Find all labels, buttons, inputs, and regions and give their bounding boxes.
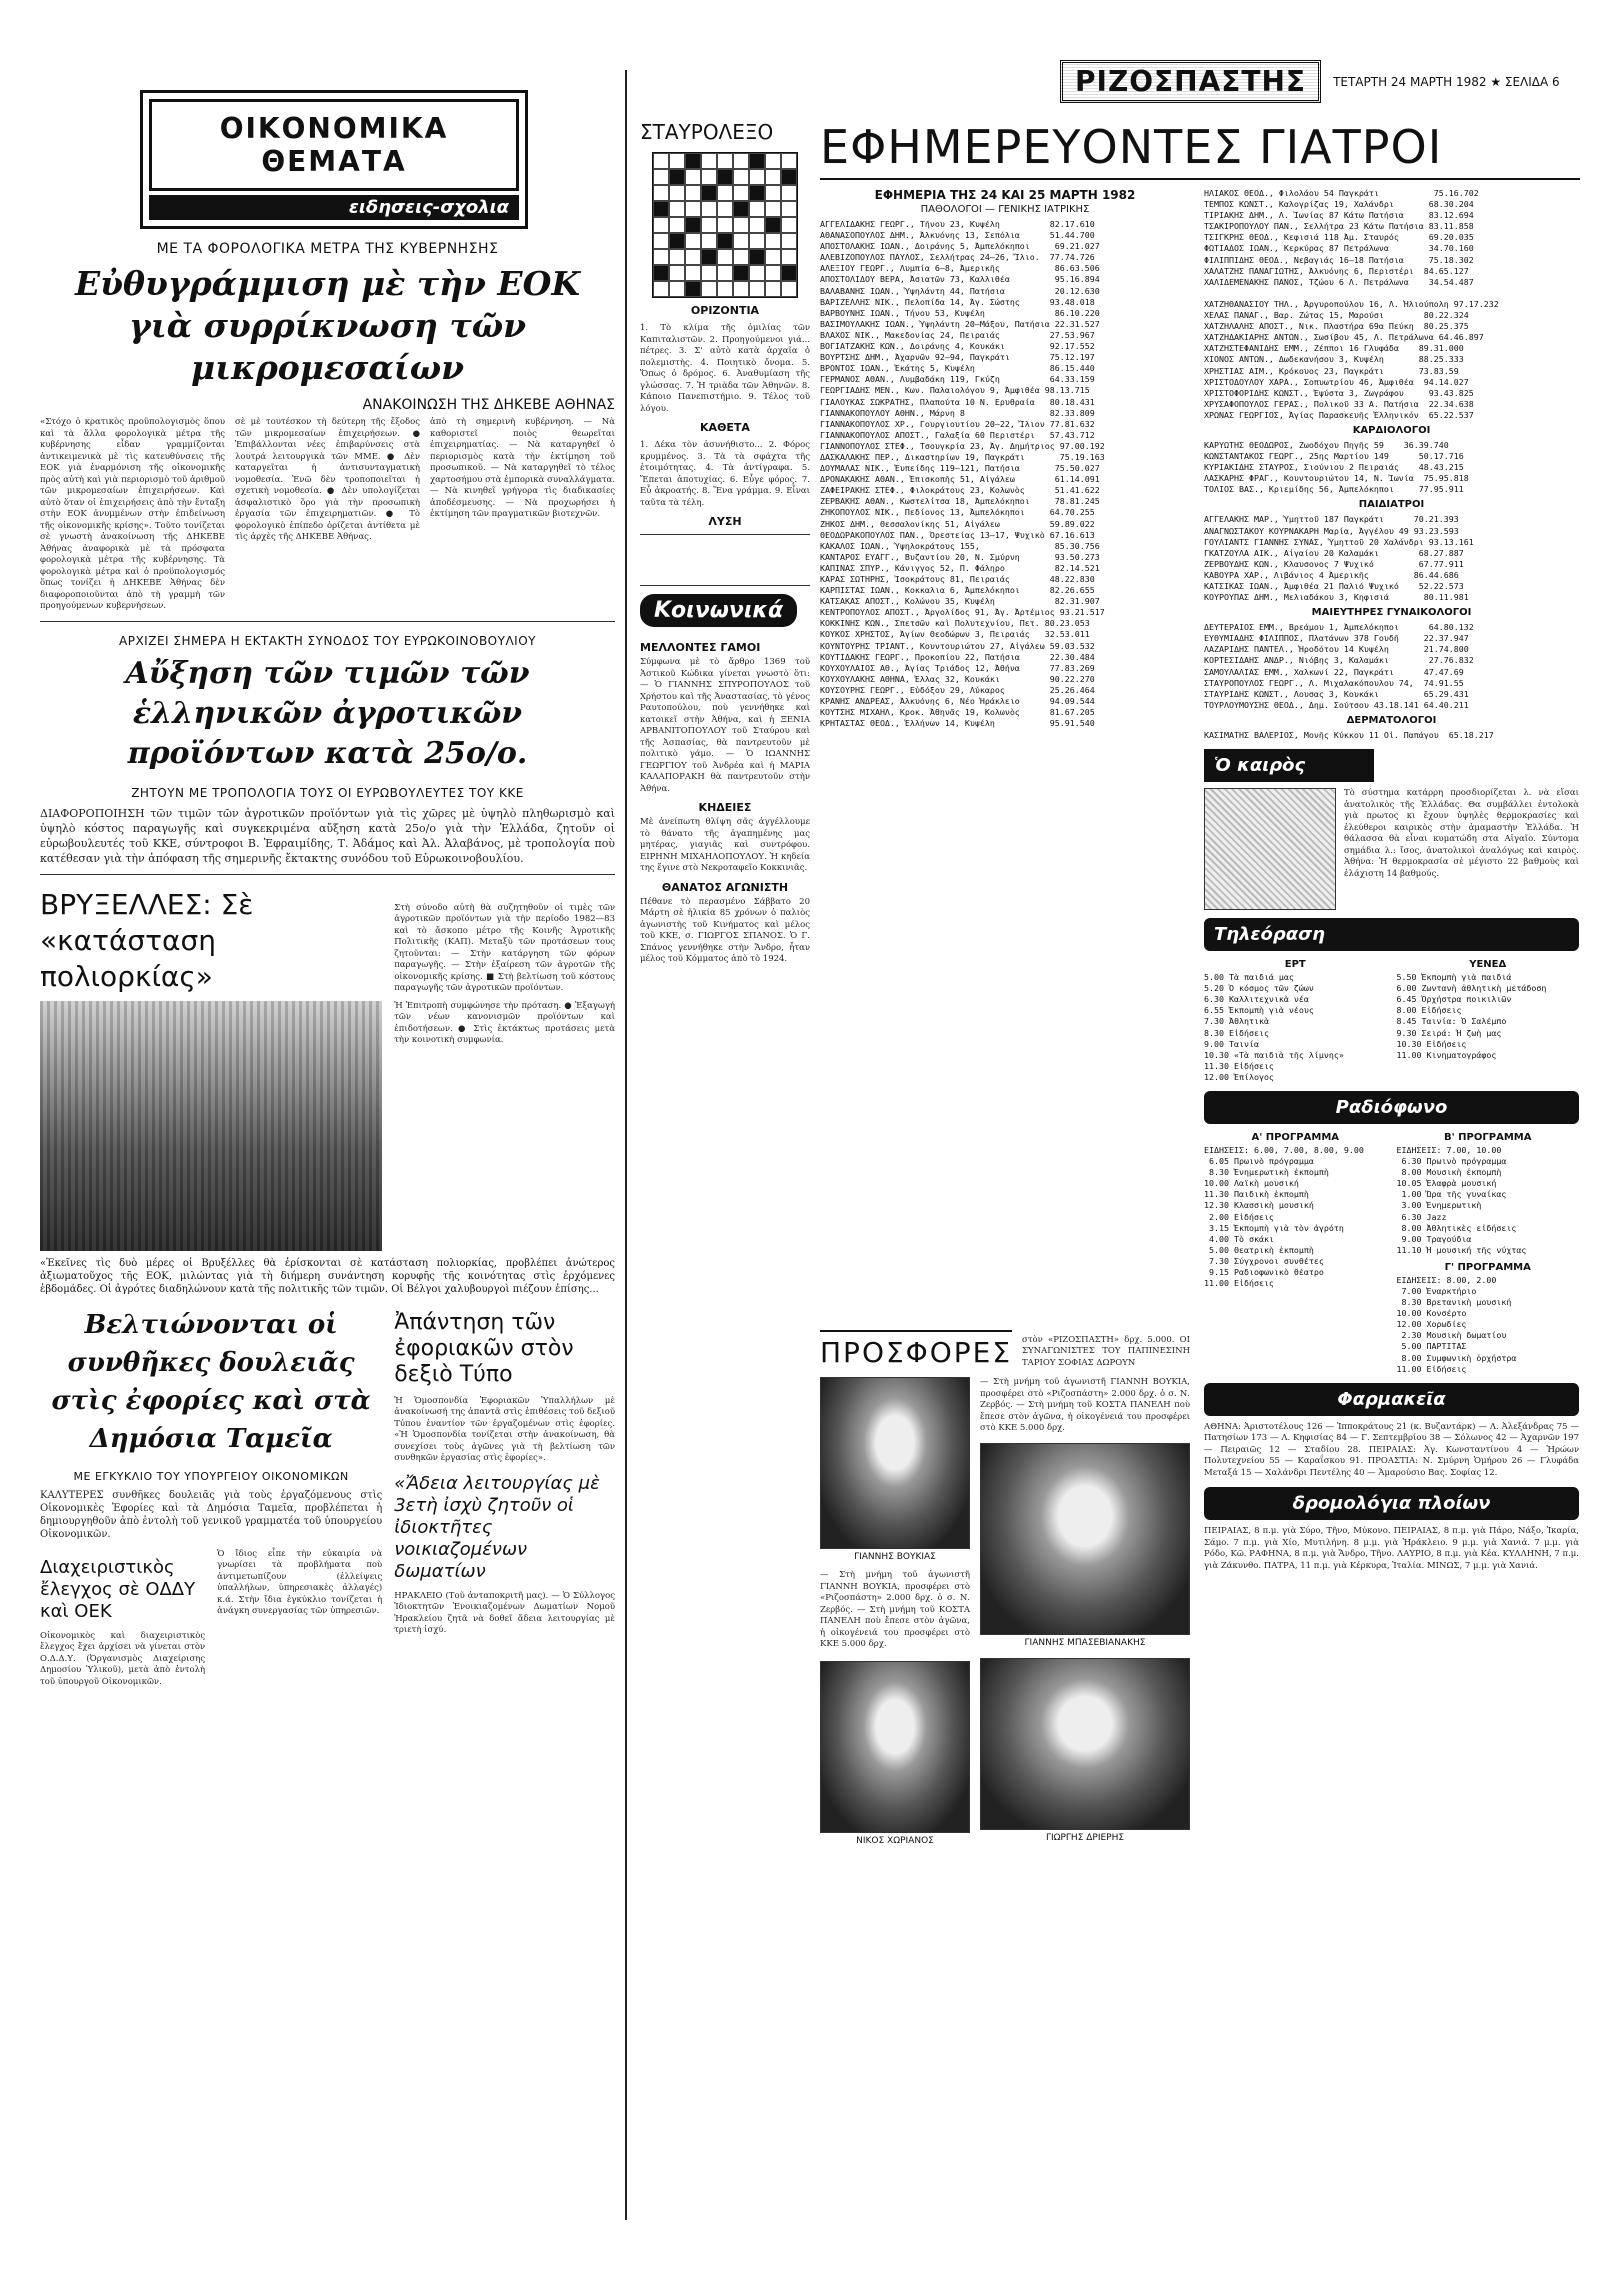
portrait-name: ΓΙΑΝΝΗΣ ΜΠΑΣΕΒΙΑΝΑΚΗΣ xyxy=(1024,1637,1146,1648)
ships-text: ΠΕΙΡΑΙΑΣ, 8 π.μ. γιὰ Σύρο, Τῆνο, Μύκονο. ΠΕΙΡΑΙΑΣ, 8 π.μ. γιὰ Πάρο, Νάξο, Ἰκαρία, Σάμο. 7 π.μ. γιὰ Χίο, Μυτιλήνη. 8 μ.μ. γιὰ Ἡράκλειο. 9 μ.μ. γιὰ Χανιά. 7 μ.μ. γιὰ Ρόδο, Κῶ. ΡΑΦΗΝΑ, 8 π.μ. γιὰ Ἄνδρο, Τῆνο. ΛΑΥΡΙΟ, 8 π.μ. γιὰ Κέα. ΚΥΛΛΗΝΗ, 7 π.μ. γιὰ Ζάκυνθο. ΠΑΤΡΑ, 11 π.μ. γιὰ Κέρκυρα, Ἰταλία. ΜΙΝΩΣ, 7 μ.μ. γιὰ Χανιά. xyxy=(1204,1526,1579,1571)
pharmacy-text: ΑΘΗΝΑ: Ἀριστοτέλους 126 — Ἱπποκράτους 21 (κ. Βυζαντάρκ) — Λ. Ἀλεξάνδρας 75 — Πατησίων 173 — Λ. Κηφισίας 84 — Γ. Σεπτεμβρίου 38 — Σόλωνος 42 — Ἀχαρνῶν 197 — Πειραιῶς 12 — Σταδίου 28. ΠΕΙΡΑΙΑΣ: Ἀγ. Κωνσταντίνου 4 — Ἡρώων Πολυτεχνείου 55 — Καραΐσκου 91. ΠΡΟΑΣΤΙΑ: Ν. Σμύρνη Ὁμήρου 26 — Γλυφάδα Μεταξά 15 — Χαλάνδρι Πεντέλης 40 — Ἀμαρούσιο Βας. Σοφίας 12. xyxy=(1204,1421,1579,1478)
article3-col-a: Στὴ σύνοδο αὐτὴ θὰ συζητηθοῦν οἱ τιμὲς τῶν ἀγροτικῶν προϊόντων γιὰ τὴν περίοδο 1982—83 καὶ τὸ ἄσκοπο μέτρο τῆς Κοινῆς Ἀγροτικῆς Πολιτικῆς (ΚΑΠ). Μεταξὺ τῶν προτάσεων τους ζητοῦνται: — Στὴν κατάργηση τῶν φόρων παραγωγῆς. — Στὴν ἐξαίρεση τῶν ἀγροτῶν τῆς οἰκονομικῆς κρίσης. ■ Στὴ βελτίωση τοῦ κόστους παραγωγῆς τῶν ἀγροτικῶν προϊόντων. xyxy=(394,902,615,993)
portrait-photo xyxy=(820,1661,970,1833)
portrait-photo xyxy=(980,1658,1190,1830)
brussels-photo xyxy=(40,1001,382,1251)
crossword-title: ΣΤΑΥΡΟΛΕΞΟ xyxy=(640,120,774,144)
portrait-photo xyxy=(980,1443,1190,1635)
crossword-across: 1. Τὸ κλίμα τῆς ὁμιλίας τῶν Καπιταλιστῶν. 2. Προηγούμενοι γιά... πέτρες. 3. Σ' αὐτὸ κατὰ ἀρχαῖα ὁ πολεμιστὴς. 4. Ποιητικὸ ὄνομα. 5. Ὅπως ὁ δρόμος. 6. Ἀναθυμίαση τῆς γλώσσας. 7. Ἡ τριὰδα τῶν Ἀθηνῶν. 8. Κάποιο Πανεπιστήμιο. 9. Τέλος τοῦ λόγου. xyxy=(640,323,810,414)
weddings-title: ΜΕΛΛΟΝΤΕΣ ΓΑΜΟΙ xyxy=(640,641,761,654)
article3-col-b: Ἡ Ἐπιτροπὴ συμφώνησε τὴν πρόταση. ● Ἐξαγωγή τῶν νέων κανονισμῶν προϊόντων καὶ ἐπιδοτήσεων. ● Στὶς ἐκτάκτως προτάσεις μετὰ τὴν κοινοτικὴ συμφωνία. xyxy=(394,1000,615,1045)
offers-text: — Στὴ μνήμη τοῦ ἀγωνιστῆ ΓΙΑΝΝΗ ΒΟΥΚΙΑ, προσφέρει στὸ «Ριζοσπάστη» 2.000 δρχ. ὁ σ. Ν. Ζερβός. — Στὴ μνήμη τοῦ ΚΟΣΤΑ ΠΑΝΕΛΗ ποὺ ἔπεσε στὸν ἀγῶνα, ἡ οἰκογένειά του προσφέρει στὸ ΚΚΕ 5.000 δρχ. xyxy=(980,1377,1190,1433)
gynecologists-list: ΔΕΥΤΕΡΑΙΟΣ ΕΜΜ., Βρεάμου 1, Ἀμπελόκηποι 64.80.132 ΕΥΘΥΜΙΑΔΗΣ ΦΙΛΙΠΠΟΣ, Πλατάνων 378 Γουδῆ 22.37.947 ΛΑΖΑΡΙΔΗΣ ΠΑΝΤΕΛ., Ἡροδότου 14 Κυψέλη 21.74.800 ΚΟΡΤΕΣΙΔΑΗΣ ΑΝΔΡ., Νιόβης 3, Καλαμάκι 27.76.832 ΣΑΜΟΥΛΑΛΙΑΣ ΕΜΜ., Χαλκωνί 22, Παγκράτι 47.47.69 ΣΤΑΥΡΟΠΟΥΛΟΣ ΓΕΩΡΓ., Λ. Μιχαλακόπουλου 74, 74.91.55 ΣΤΑΥΡΙΔΗΣ ΚΩΝΣΤ., Λουσας 3, Κουκάκι 65.29.431 ΤΟΥΡΛΟΥΜΟΥΣΗΣ ΘΕΟΔ., Δημ. Σούτσου 43.18.141 64.40.211 xyxy=(1204,622,1474,710)
radio-a-list: ΕΙΔΗΣΕΙΣ: 6.00, 7.00, 8.00, 9.00 6.05 Πρωινὸ πρόγραμμα 8.30 Ἐνημερωτικὴ ἐκπομπὴ 10.00 Λαϊκὴ μουσική 11.30 Παιδικὴ ἐκπομπὴ 12.30 Κλασσικὴ μουσική 2.00 Εἰδήσεις 3.15 Ἐκπομπὴ γιὰ τὸν ἀγρότη 4.00 Τὸ σκάκι 5.00 Θεατρικὴ ἐκπομπὴ 7.30 Σύγχρονοι συνθέτες 9.15 Ραδιοφωνικὸ θέατρο 11.00 Εἰδήσεις xyxy=(1204,1144,1364,1289)
funerals-title: ΚΗΔΕΙΕΣ xyxy=(698,801,752,814)
article1-col2: σὲ μὲ τουτέσκον τὴ δεύτερη τῆς ἔξοδος τῶν μικρομεσαίων ἐπιχειρήσεων. ● Ἐπιβάλλονται νέες ἐπιβαρύνσεις στὰ λουτρά λειτουργικὰ τῶν ΜΜΕ. ● Δὲν καταργεῖται ἡ ἀντισυνταγματικὴ νομοθεσία. Ἐνῶ δὲν τροποποιεῖται ἡ σχετικὴ νομοθεσία. ● Δὲν υπολογίζεται ἀσφαλιστικὸ ὅρο γιὰ τὴν προσωπικὴ ἐργασία τῶν ἐπιχειρηματιῶν. ● Τὸ φορολογικὸ ἐπίπεδο ὁρίζεται ἀντίθετα μὲ τὶς ἀρχὲς τῆς ΔΗΚΕΒΕ Ἀθήνας. xyxy=(235,417,420,542)
left-page xyxy=(40,60,615,2250)
weather-map xyxy=(1204,788,1336,910)
photo-caption: «Ἐκεῖνες τὶς δυὸ μέρες οἱ Βρυξέλλες θὰ ἐρίσκονται σὲ κατάσταση πολιορκίας, προβλέπει ἀνώτερος ἀξιωματοῦχος τῆς ΕΟΚ, μιλώντας γιὰ τὴ διήμερη συνάντηση κορυφῆς τῆς κοινότητας στὶς ἐρχόμενες ἑβδομάδες. Οἱ ἀγρότες διαδηλώνουν κατὰ τῆς πολιτικῆς τῶν τιμῶν. Οἱ Βέλγοι χαλυβουργοὶ πιέζουν ἐπίσης... xyxy=(40,1257,615,1295)
portrait-name: ΓΙΑΝΝΗΣ ΒΟΥΚΙΑΣ xyxy=(854,1552,936,1562)
page-divider xyxy=(625,70,627,2220)
article5-sub1: Διαχειριστικὸς ἔλεγχος σὲ ΟΔΔΥ καὶ ΟΕΚ xyxy=(40,1556,196,1622)
article4-5-block xyxy=(40,1302,615,1689)
article1-headline: Εὐθυγράμμιση μὲ τὴν ΕΟΚ γιὰ συρρίκνωση τῶν μικρομεσαίων xyxy=(74,264,581,387)
article5-lead: ΚΑΛΥΤΕΡΕΣ συνθῆκες δουλειᾶς γιὰ τοὺς ἐργαζόμενους στὶς Οἰκονομικὲς Ἐφορίες καὶ τὰ Δημόσια Ταμεῖα, προβλέπεται ἡ δημιουργηθοῦν ἀπὸ ἐντολὴ τοῦ γενικοῦ γραμματέα τοῦ ὑπουργείου Οἰκονομικῶν. xyxy=(40,1489,383,1540)
offers-intro: στὸν «ΡΙΖΟΣΠΑΣΤΗ» δρχ. 5.000. ΟΙ ΣΥΝΑΓΩΝΙΣΤΕΣ ΤΟΥ ΠΑΠΙΝΕΣΙΝΗ ΤΑΡΙΟΥ ΣΟΦΙΑΣ ΔΩΡΟΥΝ xyxy=(1022,1334,1190,1368)
dermatologists-list: ΚΑΣΙΜΑΤΗΣ ΒΑΛΕΡΙΟΣ, Μονῆς Κύκκου 11 Οἰ. Παπάγου 65.18.217 xyxy=(1204,729,1494,740)
weather-title: Ὁ καιρὸς xyxy=(1204,749,1374,782)
article3-block xyxy=(40,883,615,1251)
offers-block xyxy=(820,1330,1190,1854)
tv-yened-label: ΥΕΝΕΔ xyxy=(1469,959,1507,971)
cardiologists-title: ΚΑΡΔΙΟΛΟΓΟΙ xyxy=(1352,424,1431,436)
article5-sub2-body: ΗΡΑΚΛΕΙΟ (Τοῦ ἀνταποκριτῆ μας). — Ὁ Σύλλογος Ἰδιοκτητῶν Ἐνοικιαζομένων Δωματίων Νομοῦ Ἡρακλείου ζητᾶ νὰ δοθεῖ ἄδεια λειτουργίας μὲ τριετὴ ἰσχύ. xyxy=(394,1590,615,1635)
pharmacy-title: Φαρμακεῖα xyxy=(1204,1383,1579,1416)
crossword-column xyxy=(640,120,810,966)
weddings-text: Σύμφωνα μὲ τὸ ἄρθρο 1369 τοῦ Ἀστικοῦ Κώδικα γίνεται γνωστὸ ὅτι: — Ὁ ΓΙΑΝΝΗΣ ΣΠΥΡΟΠΟΥΛΟΣ τοῦ Χρήστου καὶ τῆς Ἀναστασίας, τὸ γένος Ραυτοπούλου, ποὺ γεννήθηκε καὶ κατοικεῖ στὴν Ἀθήνα, καὶ ἡ ΞΕΝΙΑ ΑΡΒΑΝΙΤΟΠΟΥΛΟΥ τοῦ Σταύρου καὶ τῆς Ἀσπασίας, θὰ παντρευτοῦν μὲ πολιτικὸ γάμο. — Ὁ ΙΩΑΝΝΗΣ ΓΕΩΡΓΙΟΥ τοῦ Ἀνδρέα καὶ ἡ ΜΑΡΙΑ ΚΑΛΑΠΟΡΑΚΗ θὰ παντρευτοῦν στὴν Ἀθήνα. xyxy=(640,657,810,794)
article5-sub1-body: Οἰκονομικὸς καὶ διαχειριστικὸς ἔλεγχος ἔχει ἀρχίσει νὰ γίνεται στὸν Ο.Δ.Δ.Υ. (Ὀργανισμὸς Διαχείρισης Δημοσίου Ὑλικοῦ), μετὰ ἀπὸ ἐντολὴ τοῦ ὑπουργοῦ Οἰκονομικῶν. xyxy=(40,1630,206,1687)
article4-headline: Ἀπάντηση τῶν ἐφοριακῶν στὸν δεξιὸ Τύπο xyxy=(394,1309,574,1387)
article5-byline: ΜΕ ΕΓΚΥΚΛΙΟ ΤΟΥ ΥΠΟΥΡΓΕΙΟΥ ΟΙΚΟΝΟΜΙΚΩΝ xyxy=(73,1469,349,1483)
dermatologists-title: ΔΕΡΜΑΤΟΛΟΓΟΙ xyxy=(1346,714,1437,726)
social-section-title: Κοινωνικά xyxy=(640,594,797,627)
article1-kicker: ΜΕ ΤΑ ΦΟΡΟΛΟΓΙΚΑ ΜΕΤΡΑ ΤΗΣ ΚΥΒΕΡΝΗΣΗΣ xyxy=(156,241,499,257)
crossword-down: 1. Δέκα τὸν ἀσυνήθιστο... 2. Φόρος κρυμμένος. 3. Τὰ τὰ σφάχτα τῆς ἑτοιμότητας. 4. Τὰ ἀντίγραφα. 5. Ἔπεται ἀποτυχίας. 6. Εὖγε φόρος. 7. Εὖ ἀκροατής. 8. Ἕνα γράμμα. 9. Εἶναι ταῦτα τὰ τέλη. xyxy=(640,440,810,508)
offers-text: — Στὴ μνήμη τοῦ ἀγωνιστῆ ΓΙΑΝΝΗ ΒΟΥΚΙΑ, προσφέρει στὸ «Ριζοσπάστη» 2.000 δρχ. ὁ σ. Ν. Ζερβός. — Στὴ μνήμη τοῦ ΚΟΣΤΑ ΠΑΝΕΛΗ ποὺ ἔπεσε στὸν ἀγῶνα, ἡ οἰκογένειά του προσφέρει στὸ ΚΚΕ 5.000 δρχ. xyxy=(820,1570,970,1649)
radio-g-label: Γ' ΠΡΟΓΡΑΜΜΑ xyxy=(1444,1261,1531,1273)
cardiologists-list: ΚΑΡΥΩΤΗΣ ΘΕΟΔΩΡΟΣ, Ζωοδόχου Πηγῆς 59 36.39.740 ΚΩΝΣΤΑΝΤΑΚΟΣ ΓΕΩΡΓ., 25ης Μαρτίου 149 50.17.716 ΚΥΡΙΑΚΙΔΗΣ ΣΤΑΥΡΟΣ, Σιούνιου 2 Πειραιάς 48.43.215 ΛΑΣΚΑΡΗΣ ΦΡΑΓ., Κουντουριώτου 14, Ν. Ἰωνία 75.95.818 ΤΟΛΙΟΣ ΒΑΣ., Κριεμίδης 56, Ἀμπελόκηποι 77.95.911 xyxy=(1204,439,1469,495)
doctors-date: ΕΦΗΜΕΡΙΑ ΤΗΣ 24 ΚΑΙ 25 ΜΑΡΤΗ 1982 xyxy=(874,188,1136,202)
article5-col2: Ὁ ἴδιος εἶπε τὴν εὐκαιρία νὰ γνωρίσει τὰ προβλήματα ποὺ ἀντιμετωπίζουν (ἐλλείψεις ὑπαλλήλων, ὑπηρεσιακὲς ἀλλαγές) κ.ά. Στὴν ἴδια ἐγκύκλιο τονίζεται ἡ ἀνάγκη συνεργασίας τῶν ὑπηρεσιῶν. xyxy=(217,1548,383,1616)
radio-title: Ραδιόφωνο xyxy=(1204,1091,1579,1124)
article2-headline: Αὔξηση τῶν τιμῶν τῶν ἑλληνικῶν ἀγροτικῶν προϊόντων κατὰ 25ο/ο. xyxy=(125,655,530,771)
crossword-solution-label: ΛΥΣΗ xyxy=(708,515,742,528)
doctors-block xyxy=(820,120,1580,1846)
crossword-solution xyxy=(640,534,810,586)
article4-body: Ἡ Ὁμοσπονδία Ἐφοριακῶν Ὑπαλλήλων μὲ ἀνακοίνωσή της ἀπαντᾶ στὶς ἐπιθέσεις τοῦ δεξιοῦ Τύπου ἐναντίον τῶν ἐργαζομένων στὶς ἐφορίες. «Ἡ Ὁμοσπονδία τονίζεται στὴν ἀνακοίνωση, θὰ συνεχίσει τοὺς ἀγῶνες γιὰ τὴ βελτίωση τῶν συνθηκῶν ἐργασίας στὶς ἐφορίες». xyxy=(394,1395,615,1463)
tv-yened-list: 5.50 Ἐκπομπὴ γιὰ παιδιά 6.00 Ζωντανὴ ἀθλητικὴ μετάδοση 6.45 Ὀρχήστρα ποικιλιῶν 8.00 Εἰδήσεις 8.45 Ταινία: Ὁ Σαλέμπο 9.30 Σειρά: Ἡ ζωὴ μας 10.30 Εἰδήσεις 11.00 Κινηματογράφος xyxy=(1396,972,1547,1060)
gynecologists-title: ΜΑΙΕΥΤΗΡΕΣ ΓΥΝΑΙΚΟΛΟΓΟΙ xyxy=(1311,607,1472,619)
article1-col1: «Στόχο ὁ κρατικὸς προϋπολογισμὸς ὅπου καὶ τὰ ἄλλα φορολογικὰ μέτρα τῆς κυβέρνησης εἶδαν γραμμίζονται ἀντικειμενικὰ μὲ τὶς κατευθύνσεις τῆς ΕΟΚ γιὰ ἐναρμόνιση τῆς οἰκονομικῆς πρὸς αὐτὴ καὶ γιὰ περιορισμὸ τοῦ ἀριθμοῦ τῶν μικρομεσαίων ἐπιχειρήσεων. Καὶ αὐτὸ ὅταν οἱ ἐπιχειρήσεις ἀπὸ τὴν ἔνταξη στὴν ΕΟΚ ἀνυμμένων στὴν ἐπιδείνωση τῆς οἰκονομικῆς κρίσης». Τοῦτο τονίζεται σὲ γνωστὴ ἀνακοίνωση τῆς ΔΗΚΕΒΕ Ἀθήνας ἀναφορικὰ μὲ τὰ πρόσφατα φορολογικὰ μέτρα τῆς κυβέρνησης. Τὰ φορολογικὰ μέτρα καὶ ὁ προϋπολογισμός ὅπως τονίζει ἡ ΔΗΚΕΒΕ Ἀθήνας δὲν διαφοροποιοῦνται ἀπὸ τὴ γραμμὴ τῶν προηγούμενων κυβερνήσεων. xyxy=(40,417,225,611)
doctors-title: ΕΦΗΜΕΡΕΥΟΝΤΕΣ ΓΙΑΤΡΟΙ xyxy=(820,120,1580,180)
article2-kicker: ΑΡΧΙΖΕΙ ΣΗΜΕΡΑ Η ΕΚΤΑΚΤΗ ΣΥΝΟΔΟΣ ΤΟΥ ΕΥΡΩΚΟΙΝΟΒΟΥΛΙΟΥ xyxy=(119,633,536,648)
tv-ert-list: 5.00 Τὰ παιδιά μας 5.20 Ὁ κόσμος τῶν ζώων 6.30 Καλλιτεχνικὰ νέα 6.55 Ἐκπομπὴ γιὰ νέους 7.30 Ἀθλητικὰ 8.30 Εἰδήσεις 9.00 Ταινία 10.30 «Τὰ παιδιὰ τῆς λίμνης» 11.30 Εἰδήσεις 12.00 Ἐπίλογος xyxy=(1204,972,1344,1082)
section-header xyxy=(140,90,528,229)
death-text: Πέθανε τὸ περασμένο Σάββατο 20 Μάρτη σὲ ἡλικία 85 χρόνων ὁ παλιὸς ἀγωνιστὴς τοῦ Κινήματος καὶ μέλος τοῦ ΚΚΕ, σ. ΓΙΩΡΓΟΣ ΣΠΑΝΟΣ. Ὁ Γ. Σπάνος γεννήθηκε στὴν Ἄνδρο, ἦταν μέλος τοῦ Κόμματος ἀπὸ τὸ 1924. xyxy=(640,896,810,964)
weather-text: Τὸ σύστημα κατάρρη προσδιορίζεται λ. νὰ εἴσαι ἀνατολικὸς τῆς Ἑλλάδας. Θα συμβάλλει ἐντολοκὰ γιὰ πρωτος κι ἔχουν ὑψηλὲς θερμοκρασίες καὶ ἐλεύθεροι καιρικὸς στὴν ἀμαμαστὴν Ἑλλάδα. Ἡ θάλασσα θὰ εἶναι κυματώδη στα Αἰγαῖο. Σύντομα σημάδια λ.: ἴσος, ἀνατολικοὶ ἀναλόγως καὶ καιρὸς. Ἀθήνα: Ἡ θερμοκρασία σὲ μέγιστο 22 βαθμοὺς καὶ ἐλάχιστη 14 βαθμούς. xyxy=(1344,788,1579,879)
portrait-name: ΝΙΚΟΣ ΧΩΡΙΑΝΟΣ xyxy=(856,1835,934,1846)
divider xyxy=(40,874,615,875)
right-page xyxy=(640,60,1580,2250)
doctors-list-col2: ΗΛΙΑΚΟΣ ΘΕΟΔ., Φιλολάου 54 Παγκράτι 75.16.702 ΤΕΜΠΟΣ ΚΩΝΣΤ., Καλογρίζας 19, Χαλάνδρι 68.30.204 ΤΙΡΙΑΚΗΣ ΔΗΜ., Λ. Ἰωνίας 87 Κάτω Πατήσια 83.12.694 ΤΣΑΚΙΡΟΠΟΥΛΟΥ ΠΑΝ., Σελλήτρα 23 Κάτω Πατήσια 83.11.858 ΤΣΙΓΚΡΗΣ ΘΕΟΔ., Κεφισιά 118 Ἀμ. Σταυρός 69.20.035 ΦΩΤΙΑΔΟΣ ΙΩΑΝ., Κερκύρας 87 Πετράλωνα 34.70.160 ΦΙΛΙΠΠΙΔΗΣ ΘΕΟΔ., Νεβαγιάς 16—18 Πατήσια 75.18.302 ΧΑΛΑΤΖΗΣ ΠΑΝΑΓΙΩΤΗΣ, Ἀλκυόνης 6, Περιστέρι 84.65.127 ΧΑΛΙΔΕΜΕΝΑΚΗΣ ΠΑΝΟΣ, Τζώου 6 Λ. Πετράλωνα 34.54.487 ΧΑΤΖΗΘΑΝΑΣΙΟΥ ΤΗΛ., Ἀργυροπούλου 16, Λ. Ἡλιούπολη 97.17.232 ΧΕΛΑΣ ΠΑΝΑΓ., Βαρ. Ζώτας 15, Μαρούσι 80.22.324 ΧΑΤΖΗΛΑΛΗΣ ΑΠΟΣΤ., Νικ. Πλαστήρα 69α Πεύκη 80.25.375 ΧΑΤΖΗΔΑΚΙΑΡΗΣ ΑΝΤΩΝ., Σωσίβου 45, Λ. Πετράλωνα 64.46.897 ΧΑΤΖΗΣΤΕΦΑΝΙΔΗΣ ΕΜΜ., Ζέπποι 16 Γλυφάδα 89.31.000 ΧΙΟΝΟΣ ΑΝΤΩΝ., Δωδεκανήσου 3, Κυψέλη 88.25.333 ΧΡΗΣΤΙΑΣ ΑΙΜ., Κρόκουος 23, Παγκράτι 73.83.59 ΧΡΙΣΤΟΔΟΥΛΟΥ ΧΑΡΑ., Σοπυωτρίου 46, Ἀμφιθέα 94.14.027 ΧΡΙΣΤΟΦΟΡΙΔΗΣ ΚΩΝΣΤ., Ἐψύστα 3, Ζωγράφου 93.43.825 ΧΡΥΣΑΦΟΠΟΥΛΟΣ ΓΕΡΑΣ., Πολικοῦ 33 Α. Πατήσια 22.34.638 ΧΡΩΝΑΣ ΓΕΩΡΓΙΟΣ, Ἀγίας Παρασκευῆς Ἑλληνικόν 65.22.537 xyxy=(1204,188,1499,420)
doctors-list-col1: ΑΓΓΕΛΙΔΑΚΗΣ ΓΕΩΡΓ., Τῆνου 23, Κυψέλη 82.17.610 ΑΘΑΝΑΣΟΠΟΥΛΟΣ ΔΗΜ., Ἀλκυόνης 13, Σεπόλια 51.44.700 ΑΠΟΣΤΟΛΑΚΗΣ ΙΩΑΝ., Δοιράνης 5, Ἀμπελόκηποι 69.21.027 ΑΛΕΒΙΖΟΠΟΥΛΟΣ ΠΑΥΛΟΣ, Σελλήτρας 24—26, Ἴλιο. 77.74.726 ΑΛΕΞΙΟΥ ΓΕΩΡΓ., Λυμπία 6—8, Ἀμερικῆς 86.63.506 ΑΠΟΣΤΟΛΙΔΟΥ ΒΕΡΑ, Ἀσιατῶν 73, Καλλιθέα 95.16.894 ΒΑΛΑΒΑΝΗΣ ΙΩΑΝ., Ὑψηλάντη 44, Πατήσια 20.12.630 ΒΑΡΙΖΕΛΛΗΣ ΝΙΚ., Πελοπίδα 14, Άγ. Σώστης 93.48.018 ΒΑΡΒΟΥΝΗΣ ΙΩΑΝ., Τήνου 53, Κυψέλη 86.10.220 ΒΑΣΙΜΟΥΛΑΚΗΣ ΙΩΑΝ., Ὑψηλάντη 20—Μάξου, Πατήσια 22.31.527 ΒΛΑΧΟΣ ΝΙΚ., Μακεδονίας 24, Πειραιάς 27.53.967 ΒΟΓΙΑΤΖΑΚΗΣ ΚΩΝ., Δοιράνης 4, Κουκάκι 92.17.552 ΒΟΥΡΤΣΗΣ ΔΗΜ., Ἀχαρνῶν 92—94, Παγκράτι 75.12.197 ΒΡΟΝΤΟΣ ΙΩΑΝ., Ἐκάτης 5, Κυψέλη 86.15.440 ΓΕΡΜΑΝΟΣ ΑΘΑΝ., Λυμβαδάκη 119, Γκύζη 64.33.159 ΓΕΩΡΓΙΑΔΗΣ ΜΕΝ., Κων. Παλαιολόγου 9, Ἀμφιθέα 98.13.715 ΓΙΑΛΟΥΚΑΣ ΣΩΚΡΑΤΗΣ, Πλαπούτα 10 Ν. Ερυθραία 80.18.431 ΓΙΑΝΝΑΚΟΠΟΥΛΟΥ ΑΘΗΝ., Μάρνη 8 82.33.809 ΓΙΑΝΝΑΚΟΠΟΥΛΟΣ ΧΡ., Γουργιουτίου 20—22, Ἴλιον 77.81.632 ΓΙΑΝΝΑΚΟΠΟΥΛΟΣ ΑΠΟΣΤ., Γαλαξία 60 Περιστέρι 57.43.712 ΓΙΑΝΝΟΠΟΥΛΟΣ ΣΤΕΦ., Τσουγκρία 23, Ἀγ. Δημήτριος 97.00.192 ΔΑΣΚΑΛΑΚΗΣ ΠΕΡ., Δικαστηρίων 19, Παγκράτι 75.19.163 ΔΟΥΜΑΛΑΣ ΝΙΚ., Ἐυπείδης 119—121, Πατήσια 75.50.027 ΔΡΟΝΑΚΑΚΗΣ ΑΘΑΝ., Ἐπισκοπῆς 51, Αἰγάλεω 61.14.091 ΖΑΦΕΙΡΑΚΗΣ ΣΤΕΦ., Φιλοκράτους 23, Κολωνὸς 51.41.622 ΖΕΡΒΑΚΗΣ ΑΘΑΝ., Κωστελίτσα 18, Ἀμπελόκηποι 78.81.245 ΖΗΚΟΠΟΥΛΟΣ ΝΙΚ., Πεδίονος 13, Ἀμπελόκηποι 64.70.255 ΖΗΚΟΣ ΔΗΜ., Θεσσαλονίκης 51, Αἰγάλεω 59.89.022 ΘΕΟΔΩΡΑΚΟΠΟΥΛΟΣ ΠΑΝ., Ὀρεστείας 13—17, Ψυχικὸ 67.16.613 ΚΑΚΑΛΟΣ ΙΩΑΝ., Ὑψηλοκράτους 155, 85.30.756 ΚΑΝΤΑΡΟΣ ΕΥΑΓΓ., Βυζαντίου 20, Ν. Σμύρνη 93.50.273 ΚΑΠΙΝΑΣ ΣΠΥΡ., Κάνιγγος 52, Π. Φάληρο 82.14.521 ΚΑΡΑΣ ΣΩΤΗΡΗΣ, Ἰσοκράτους 81, Πειραιάς 48.22.830 ΚΑΡΠΙΣΤΑΣ ΙΩΑΝ., Κοκκαλια 6, Ἀμπελόκηποι 82.26.655 ΚΑΤΣΑΚΑΣ ΑΠΟΣΤ., Κολώνου 35, Κυψέλη 82.31.907 ΚΕΝΤΡΟΠΟΥΛΟΣ ΑΠΟΣΤ., Ἀργολίδος 91, Ἀγ. Ἀρτέμιος 93.21.517 ΚΟΚΚΙΝΗΣ ΚΩΝ., Σπετσῶν καὶ Πολυτεχνίου, Πετ. 80.23.053 ΚΟΥΚΟΣ ΧΡΗΣΤΟΣ, Ἀγίων Θεοδώρων 3, Πειραιάς 32.53.011 ΚΟΥΝΤΟΥΡΗΣ ΤΡΙΑΝΤ., Κουντουριώτου 27, Αἰγάλεω 59.03.532 ΚΟΥΤΙΔΑΚΗΣ ΓΕΩΡΓ., Προκοπίου 22, Πατήσια 22.30.484 ΚΟΥΧΟΥΛΑΙΟΣ ΑΘ., Ἀγίας Τριάδος 12, Ἀθήνα 77.83.269 ΚΟΥΧΟΥΛΑΚΗΣ ΑΘΗΝΑ, Ἐλλας 32, Κουκάκι 90.22.270 ΚΟΥΣΟΥΡΗΣ ΓΕΩΡΓ., Εὐδόξου 29, Λύκαρος 25.26.464 ΚΡΑΝΗΣ ΑΝΔΡΕΑΣ, Ἀλκυόνης 6, Νέο Ἡράκλειο 94.09.544 ΚΟΥΤΣΗΣ ΜΙΧΑΗΛ, Κροκ. Ἀθηνᾶς 19, Κολωνὸς 81.67.205 ΚΡΗΤΑΣΤΑΣ ΘΕΟΔ., Ἑλλήνων 14, Κυψέλη 95.91.540 xyxy=(820,219,1105,729)
crossword-grid xyxy=(652,152,798,298)
tv-title: Τηλεόραση xyxy=(1204,918,1579,951)
radio-a-label: Α' ΠΡΟΓΡΑΜΜΑ xyxy=(1251,1131,1340,1143)
offers-title: ΠΡΟΣΦΟΡΕΣ xyxy=(820,1330,1012,1369)
doctors-category: ΠΑΘΟΛΟΓΟΙ — ΓΕΝΙΚΗΣ ΙΑΤΡΙΚΗΣ xyxy=(920,204,1090,215)
crossword-across-label: ΟΡΙΖΟΝΤΙΑ xyxy=(690,304,760,317)
issue-date: ΤΕΤΑΡΤΗ 24 ΜΑΡΤΗ 1982 ★ ΣΕΛΙΔΑ 6 xyxy=(1333,74,1560,89)
article2-byline: ΖΗΤΟΥΝ ΜΕ ΤΡΟΠΟΛΟΓΙΑ ΤΟΥΣ ΟΙ ΕΥΡΩΒΟΥΛΕΥΤΕΣ ΤΟΥ ΚΚΕ xyxy=(131,785,524,800)
crossword-down-label: ΚΑΘΕΤΑ xyxy=(700,421,750,434)
tv-ert-label: ΕΡΤ xyxy=(1284,959,1306,971)
funerals-text: Μὲ ἀνείπωτη θλίψη σᾶς ἀγγέλλουμε τὸ θάνατο τῆς ἀγαπημένης μας μητέρας, γιαγιᾶς καὶ συντρόφου. ΕΙΡΗΝΗ ΜΙΧΑΗΛΟΠΟΥΛΟΥ. Ἡ κηδεία της ἔγινε στὸ Νεκροταφεῖο Κοκκινιᾶς. xyxy=(640,817,810,873)
article1-col3: ἀπὸ τὴ σημερινὴ κυβέρνηση. — Νὰ καθοριστεῖ ποιὸς θεωρεῖται ἐπιχειρηματίας. — Νὰ καταργηθεῖ ὁ περιορισμὸς κατὰ τὴν ἐκτίμηση τοῦ προσωπικοῦ. — Νὰ καταργηθεῖ τὸ τέλος χαρτοσήμου στὰ ἐμπορικὰ συναλλάγματα. — Νὰ κινηθεῖ γρήγορα τὶς διαδικασίες ἀποδέσμευσης. — Νὰ προχωρήσει ἡ ἐκτίμηση τῶν πραγματικῶν βιοτεχνῶν. xyxy=(430,417,615,519)
portrait-name: ΓΙΩΡΓΗΣ ΔΡΙΕΡΗΣ xyxy=(1045,1832,1125,1843)
radio-b-label: Β' ΠΡΟΓΡΑΜΜΑ xyxy=(1444,1131,1532,1143)
article5-sub2: «Ἄδεια λειτουργίας μὲ 3ετὴ ἰσχὺ ζητοῦν οἱ ἰδιοκτῆτες νοικιαζομένων δωματίων xyxy=(394,1472,600,1582)
masthead xyxy=(1060,60,1560,103)
portrait-photo xyxy=(820,1377,970,1549)
divider xyxy=(40,621,615,622)
ships-title: δρομολόγια πλοίων xyxy=(1204,1487,1579,1520)
masthead-logo: ΡΙΖΟΣΠΑΣΤΗΣ xyxy=(1060,60,1321,103)
pediatricians-list: ΑΓΓΕΛΑΚΗΣ ΜΑΡ., Ὑμηττοῦ 187 Παγκράτι 70.21.393 ΑΝΑΓΝΩΣΤΑΚΟΥ ΚΟΥΡΝΑΚΑΡΗ Μαρία, Ἀγγέλου 49 93.23.593 ΓΟΥΛΙΑΝΤΣ ΓΙΑΝΝΗΣ ΣΥΝΑΣ, Ὑμηττοῦ 20 Χαλάνδρι 93.13.161 ΓΚΑΤΖΟΥΛΑ ΑΙΚ., Αἰγαίου 20 Καλαμάκι 68.27.887 ΖΕΡΒΟΥΔΗΣ ΚΩΝ., Κλαυσονος 7 Ψυχικό 67.77.911 ΚΑΒΟΥΡΑ ΧΑΡ., Λιβάνιος 4 Ἀμερικῆς 86.44.686 ΚΑΤΣΙΚΑΣ ΙΩΑΝ., Ἀμφιθέα 21 Παλιό Ψυχικό 52.22.573 ΚΟΥΡΟΥΠΑΣ ΔΗΜ., Μελιαδάκου 3, Κηφισιά 80.11.981 xyxy=(1204,514,1474,603)
radio-g-list: ΕΙΔΗΣΕΙΣ: 8.00, 2.00 7.00 Ἐναρκτήριο 8.30 Βρετανικὴ μουσική 10.00 Κονσέρτο 12.00 Χορωδίες 2.30 Μουσικὴ δωματίου 5.00 ΠΑΡΤΙΤΑΣ 8.00 Συμφωνικὴ ὀρχήστρα 11.00 Εἰδήσεις xyxy=(1396,1274,1517,1374)
pediatricians-title: ΠΑΙΔΙΑΤΡΟΙ xyxy=(1358,499,1425,511)
article3-headline: ΒΡΥΞΕΛΛΕΣ: Σὲ «κατάσταση πολιορκίας» xyxy=(40,887,254,993)
radio-b-list: ΕΙΔΗΣΕΙΣ: 7.00, 10.00 6.30 Πρωινὸ πρόγραμμα 8.00 Μουσικὴ ἐκπομπὴ 10.05 Ἐλαφρὰ μουσική 1.00 Ὥρα τῆς γυναίκας 3.00 Ἐνημερωτικὴ 6.30 Jazz 8.00 Ἀθλητικὲς εἰδήσεις 9.00 Τραγούδια 11.10 Ἡ μουσική τῆς νύχτας xyxy=(1396,1144,1527,1255)
article1-byline: ΑΝΑΚΟΙΝΩΣΗ ΤΗΣ ΔΗΚΕΒΕ ΑΘΗΝΑΣ xyxy=(362,397,615,413)
article1-body xyxy=(40,417,615,613)
article2-lead: ΔΙΑΦΟΡΟΠΟΙΗΣΗ τῶν τιμῶν τῶν ἀγροτικῶν προϊόντων γιὰ τὶς χῶρες μὲ ὑψηλὸ πληθωρισμὸ καὶ ὑψηλὸ κόστος παραγωγῆς καὶ συγκεκριμένα αὔξηση κατὰ 25ο/ο γιὰ τὴν Ἑλλάδα, ζητοῦν οἱ εὐρωβουλευτές τοῦ ΚΚΕ, σύντροφοι Β. Ἐφραιμίδης, Τ. Ἀδάμος καὶ Ἀλ. Ἀλαβάνος, μὲ τροπολογία ποὺ κατέθεσαν γιὰ τὴν ἀπόφαση τῆς σημερινῆς ἔκτακτης συνόδου τοῦ Εὐρωκοινοβουλίου. xyxy=(40,806,615,865)
section-title: ΟΙΚΟΝΟΜΙΚΑ ΘΕΜΑΤΑ xyxy=(149,99,519,191)
death-title: ΘΑΝΑΤΟΣ ΑΓΩΝΙΣΤΗ xyxy=(661,880,789,894)
section-subtitle: ειδησεις-σχολια xyxy=(149,195,519,220)
article5-headline: Βελτιώνονται οἱ συνθῆκες δουλειᾶς στὶς ἐφορίες καὶ στὰ Δημόσια Ταμεῖα xyxy=(51,1309,371,1454)
